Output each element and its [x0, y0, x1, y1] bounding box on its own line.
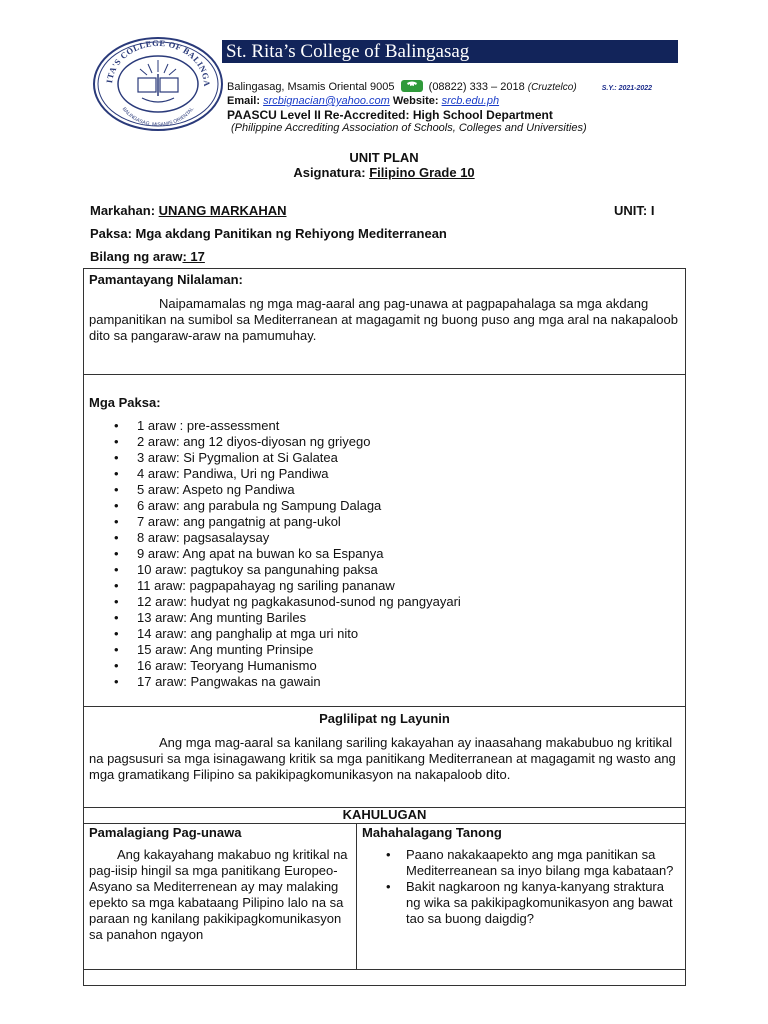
question-item: • Bakit nagkaroon ng kanya-kanyang straktura ng wika sa pakikipagkomunikasyon ang bawat tao sa buong daigdig? [382, 879, 680, 927]
topic-item: • 13 araw: Ang munting Bariles [111, 610, 680, 626]
unit-label: UNIT: I [614, 203, 655, 218]
asignatura-line [0, 165, 768, 180]
bilang-value: : 17 [182, 249, 205, 264]
email-link[interactable]: srcbignacian@yahoo.com [263, 95, 390, 107]
pamalagiang-text: Ang kakayahang makabuo ng kritikal na pag-iisip hingil sa mga panitikang Europeo-Asyano sa Mediterrenean ay may malaking epekto sa mga kabataang Pilipino lalo na sa paraan ng kanilang pakikipagkomunikasyon sa panahon ngayon [89, 847, 348, 942]
seal-subtext: BALINGASAG, MISAMIS ORIENTAL [120, 106, 196, 129]
question-item: • Paano nakakaapekto ang mga panitikan sa Mediterreanean sa inyo bilang mga kabataan? [382, 847, 680, 879]
pamalagiang-heading: Pamalagiang Pag-unawa [89, 825, 242, 840]
markahan-label: Markahan: [90, 203, 156, 218]
asignatura-label: Asignatura: [293, 165, 366, 180]
topic-item: • 6 araw: ang parabula ng Sampung Dalaga [111, 498, 680, 514]
mahahalagang-heading: Mahahalagang Tanong [362, 825, 502, 840]
asignatura-value: Filipino Grade 10 [369, 165, 475, 180]
questions-list [382, 847, 680, 927]
accreditation: PAASCU Level II Re-Accredited: High School Department [227, 108, 553, 122]
markahan-value: UNANG MARKAHAN [158, 203, 287, 218]
kahulugan-heading: KAHULUGAN [84, 808, 686, 824]
topic-item: • 2 araw: ang 12 diyos-diyosan ng griyego [111, 434, 680, 450]
layunin-heading: Paglilipat ng Layunin [319, 711, 450, 726]
topic-item: • 5 araw: Aspeto ng Pandiwa [111, 482, 680, 498]
topic-item: • 14 araw: ang panghalip at mga uri nito [111, 626, 680, 642]
layunin-text: Ang mga mag-aaral sa kanilang sariling kakayahan ay inaasahang makabubuo ng kritikal na pagsusuri sa mga isinagawang kritik sa mga panitikang Mediterranean at magagamit ng wasto ang mga gramatikang Filipino sa pakikipagkomunikasyon na nakapaloob dito. [89, 735, 676, 782]
college-name-banner: St. Rita’s College of Balingasag [222, 40, 678, 63]
bilang-line [90, 249, 205, 264]
school-year: S.Y.: 2021-2022 [601, 85, 653, 92]
topic-item: • 16 araw: Teoryang Humanismo [111, 658, 680, 674]
document-title: UNIT PLAN [349, 150, 419, 165]
college-seal-logo [92, 36, 224, 132]
topics-list [111, 418, 680, 690]
pamalagiang-cell [84, 824, 357, 970]
topic-item: • 4 araw: Pandiwa, Uri ng Pandiwa [111, 466, 680, 482]
topic-item: • 15 araw: Ang munting Prinsipe [111, 642, 680, 658]
pamantayan-heading: Pamantayang Nilalaman: [89, 272, 243, 287]
email-website-line [227, 95, 499, 107]
topic-item: • 3 araw: Si Pygmalion at Si Galatea [111, 450, 680, 466]
topic-item: • 10 araw: pagtukoy sa pangunahing paksa [111, 562, 680, 578]
website-link[interactable]: srcb.edu.ph [441, 95, 500, 107]
seal-text: ITA'S COLLEGE OF BALINGA [104, 37, 213, 88]
markahan-line [90, 203, 286, 218]
website-label: Website: [392, 95, 439, 107]
topic-item: • 9 araw: Ang apat na buwan ko sa Espanya [111, 546, 680, 562]
empty-row [84, 970, 686, 986]
contact-line [227, 80, 652, 95]
topic-item: • 17 araw: Pangwakas na gawain [111, 674, 680, 690]
mga-paksa-heading: Mga Paksa: [89, 395, 161, 410]
topic-item: • 8 araw: pagsasalaysay [111, 530, 680, 546]
pamantayan-text: Naipamamalas ng mga mag-aaral ang pag-unawa at pagpapahalaga sa mga akdang pampanitikan na sumibol sa Mediterranean at magagamit ng buong puso ang mga aral na nakapaloob dito sa pangaraw-araw na pamumuhay. [89, 296, 678, 343]
phone-icon [401, 80, 423, 92]
unit-plan-table [83, 268, 686, 986]
accreditation-full: (Philippine Accrediting Association of Schools, Colleges and Universities) [231, 122, 587, 134]
topic-item: • 11 araw: pagpapahayag ng sariling pananaw [111, 578, 680, 594]
mga-paksa-cell [84, 375, 686, 707]
paksa-line: Paksa: Mga akdang Panitikan ng Rehiyong Mediterranean [90, 226, 447, 241]
email-label: Email: [227, 95, 261, 107]
phone-number: (08822) 333 – 2018 [428, 81, 525, 93]
topic-item: • 12 araw: hudyat ng pagkakasunod-sunod ng pangyayari [111, 594, 680, 610]
carrier: (Cruztelco) [527, 82, 577, 93]
address: Balingasag, Msamis Oriental 9005 [227, 81, 395, 93]
topic-item: • 1 araw : pre-assessment [111, 418, 680, 434]
mahahalagang-cell [357, 824, 686, 970]
topic-item: • 7 araw: ang pangatnig at pang-ukol [111, 514, 680, 530]
pamantayan-cell [84, 269, 686, 375]
layunin-cell [84, 707, 686, 808]
bilang-label: Bilang ng araw [90, 249, 183, 264]
